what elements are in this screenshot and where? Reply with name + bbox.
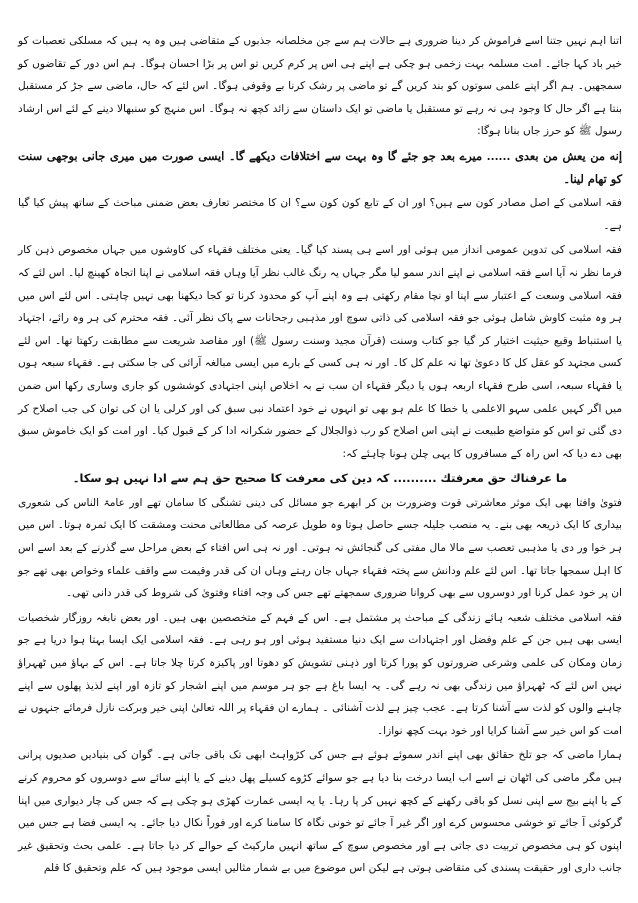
paragraph-fatwa: فتویٰ وافتا بھی ایک موثر معاشرتی قوت وضرورت بن کر ابھرے جو مسائل کی دینی تشنگی کا سامان تھے اور عامۃ الناس کی شعوری بیداری کا ایک ذریعہ بھی بنے۔ یہ منصب جلیلہ جسے حاصل ہوتا وہ طویل عرصہ کی مطالعاتی محنت ومشقت کا ایک ثمرہ ہوتا۔ اس میں ہر خوا ور دی یا مذہبی تعصب سے مالا مال مفتی کی گنجائش نہ ہوتی۔ اور نہ ہی اس افتاء کے بعض مراحل سے گذرنے کے بعد اسے اس کا اہل سمجھا جاتا تھا۔ اس لئے علم ودانش سے پختہ فقہاء جہاں جان رہتے وہاں ان کی قدر وقیمت سے واقف علماء وخواص بھی تھے جو ان پر خود عمل کرنا اور دوسروں سے بھی کروانا ضروری سمجھتے تھے جس کی وجہ افتاء وفتویٰ کی شروط کی قدر دانی تھی۔ bbox=[18, 496, 622, 600]
quotation-heading: ما عرفناك حق معرفتك .......... کہ دین کی معرفت کا صحیح حق ہم سے ادا نہیں ہو سکا۔ bbox=[72, 471, 568, 486]
paragraph-past-legacy: ہمارا ماضی کہ جو تلخ حقائق بھی اپنے اندر سموئے ہوئے ہے جس کی کڑواہٹ ابھی تک باقی جاتی ہے۔ گوان کی بنیادیں صدیوں پرانی ہیں مگر ماضی کی اٹھان نے اسے اب ایسا درخت بنا دیا ہے جو سوائے کڑوے کسیلے پھل دینے کے یا اپنے سائے سے دوسروں کو محروم کرنے کے یا اپنے بیج سے اپنی نسل کو باقی رکھنے کے کچھ نہیں کر پا رہا۔ یا یہ ایسی عمارت کھڑی ہو چکی ہے کہ جس کی چار دیواری میں اپنا گرکوئی آ جائے تو خوشی محسوس کرے اور اگر غیر آ جائے تو خونی نگاہ کا سامنا کرے اور فوراً نکال دیا جائے۔ یہ ایسی فضا ہے جس میں اپنوں کو ہی مخصوص تربیت دی جاتی ہے اور مخصوص سوچ کے ساتھ انہیں مارکیٹ کے حوالے کر دیا جاتا ہے۔ علمی بحث وتحقیق غیر جانب داری اور حقیقت پسندی کی متقاضی ہوتی ہے لیکن اس موضوع میں بے شمار مثالیں ایسی موجود ہیں کہ علم وتحقیق کا قلم bbox=[18, 749, 622, 875]
paragraph-fiqh-domains: فقہ اسلامی مختلف شعبہ ہائے زندگی کے مباحث پر مشتمل ہے۔ اس کے فہم کے متخصصین بھی ہیں۔ اور بعض نابغہ روزگار شخصیات ایسی بھی ہیں جن کے علم وفضل اور اجتہادات سے ایک دنیا مستفید ہوئی اور ہو رہی ہے۔ فقہ اسلامی ایک ایسا بہتا ہوا دریا ہے جو زمان ومکان کی علمی وشرعی ضرورتوں کو پورا کرتا اور ذہنی تشویش کو دھوتا اور پاکیزہ کرتا چلا جاتا ہے۔ اس کے بہاؤ میں ٹھہراؤ نہیں اس لئے کہ ٹھہراؤ میں زندگی بھی نہ رہے گی۔ یہ ایسا باغ ہے جو ہر موسم میں اپنے اشجار کو تازہ اور اپنے لذیذ پھلوں سے اپنے چاہنے والوں کو لذت سے آشنا کرتا ہے۔ عجب چیز ہے لذت آشنائی ۔ ہمارے ان فقہاء پر اللہ تعالیٰ اپنی خیر وبرکت نازل فرمائے جنہوں نے امت کو اس خیر سے آشنا کرایا اور خود بہت کچھ نوازا۔ bbox=[18, 611, 622, 737]
paragraph-sources-question: فقہ اسلامی کے اصل مصادر کون سے ہیں؟ اور ان کے تابع کون کون سے؟ ان کا مختصر تعارف بعض ضمنی مباحث کے ساتھ پیش کیا گیا ہے۔ bbox=[18, 197, 622, 232]
paragraph-fiqh-compilation: فقہ اسلامی کی تدوین عمومی انداز میں ہوئی اور اسے ہی پسند کیا گیا۔ یعنی مختلف فقہاء کی کاوشوں میں جہاں مخصوص ذہن کار فرما نظر نہ آیا اسے فقہ اسلامی نے اپنے اندر سمو لیا مگر جہاں یہ رنگ غالب نظر آیا وہاں فقہ اسلامی نے اپنا اتجاہ کھینچ لیا۔ اس لئے کہ فقہ اسلامی وسعت کے اعتبار سے اپنا او نچا مقام رکھتی ہے وہ اپنے آپ کو محدود کرنا تو کجا دیکھنا بھی نہیں چاہتی۔ اس لئے اس میں ہر وہ مثبت کاوش شامل ہوئی جو فقہ اسلامی کی ذاتی سوچ اور مذہبی رجحانات سے پاک نظر آئی۔ فقہ محترم کی ہر وہ رائے، اجتہاد یا استنباط وقیع حیثیت اختیار کر گیا جو کتاب وسنت (قرآن مجید وسنت رسول ﷺ) اور مقاصد شریعت سے مطابقت رکھتا تھا۔ اس لئے کسی مجتہد کو عقل کل کا دعویٰ تھا نہ علم کل کا۔ اور نہ ہی کسی کے بارے میں ایسی مبالغہ آرائی کی جا سکتی ہے۔ فقہاء سبعہ ہوں یا فقہاء سبعہ، اسی طرح فقہاء اربعہ ہوں یا دیگر فقہاء ان سب نے بہ اخلاص اپنی اجتہادی کوششوں کو جاری وساری رکھا اس ضمن میں اگر کہیں علمی سہو الاعلمی یا خطا کا علم ہو بھی تو انہوں نے خود اعتماد نبی سبق کی اور کرلی یا ان کی توان کی جب اصلاح کر دی گئی تو اس کو متواضع طبیعت نے اپنی اس اصلاح کو رب ذوالجلال کے حضور شکرانہ ادا کر کے قبول کیا۔ اور امت کو ایک خاموش سبق بھی دے دیا کہ اس راہ کے مسافروں کا یہی چلن ہونا چاہئے کہ: bbox=[18, 244, 622, 460]
document-page bbox=[18, 30, 622, 890]
paragraph-opening: اتنا اہم نہیں جتنا اسے فراموش کر دینا ضروری ہے حالات ہم سے جن مخلصانہ جذبوں کے متقاضی ہیں وہ یہ ہیں کہ مسلکی تعصبات کو خیر باد کہا جائے۔ امت مسلمہ بہت زخمی ہو چکی ہے اپنے ہی اس پر کرم کریں تو اس پر بڑا احسان ہوگا۔ ہم اس دور کے تقاضوں کو سمجھیں۔ ہم اگر اپنے علمی سوتوں کو بند کریں گے تو ماضی پر رشک کرنا بے وقوفی ہوگا۔ اس لئے کہ حال، ماضی سے جڑ کر مستقبل بنتا ہے اگر حال کا وجود ہی نہ رہے تو مستقبل یا ماضی تو ایک داستان سے زائد کچھ نہ ہوگا۔ اس منہج کو سنبھالا دینے کے لئے اس ارشاد رسول ﷺ کو حرز جاں بنانا ہوگا: bbox=[18, 35, 622, 138]
hadith-quotation: إنه من يعش من بعدى ...... میرے بعد جو جئے گا وہ بہت سے اختلافات دیکھے گا۔ ایسی صورت میں میری جانی بوجھی سنت کو تھام لینا۔ bbox=[18, 148, 622, 186]
